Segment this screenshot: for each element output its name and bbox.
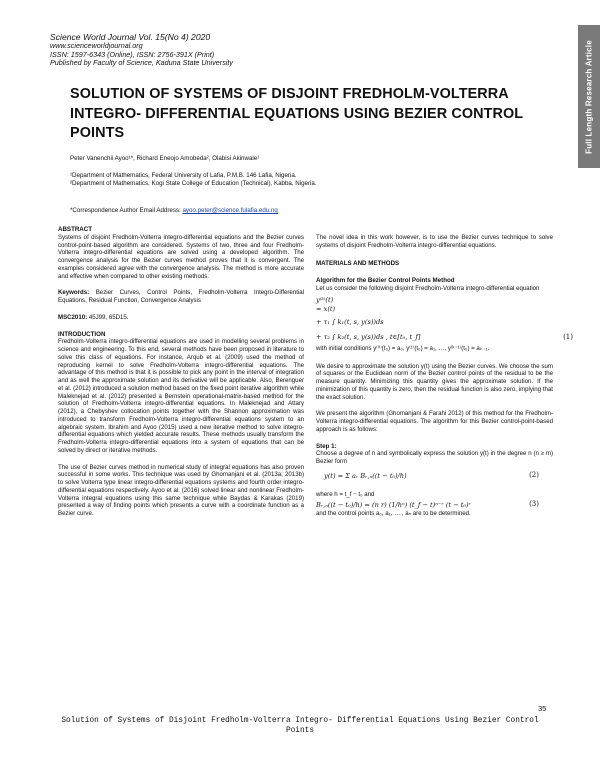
paper-title: SOLUTION OF SYSTEMS OF DISJOINT FREDHOLM-VOLTERRA INTEGRO- DIFFERENTIAL EQUATIONS USING BEZIER CONTROL POINTS bbox=[70, 86, 523, 141]
equation-1-line-1: y⁽ᵏ⁾(t) bbox=[316, 295, 334, 304]
left-column bbox=[58, 226, 304, 518]
step-1-text: Choose a degree of n and symbolically express the solution y(t) in the degree n (n ≥ m) Bezier form bbox=[316, 450, 553, 466]
journal-issn: ISSN: 1597-6343 (Online), ISSN: 2756-391X (Print) bbox=[50, 49, 215, 59]
equation-3 bbox=[316, 501, 553, 510]
running-footer: Solution of Systems of Disjoint Fredholm-Volterra Integro- Differential Equations Using Bezier Control Points bbox=[61, 717, 539, 735]
article-type-tab bbox=[578, 25, 600, 168]
introduction-heading: INTRODUCTION bbox=[58, 330, 106, 338]
equation-1-line-4: + τ₂ ∫ k₂(t, s, y(s))ds , t∈[t₀, t_f] bbox=[316, 332, 421, 341]
step-1-heading: Step 1: bbox=[316, 442, 337, 450]
correspondence-email-link[interactable]: ayoo.peter@science.fulafia.edu.ng bbox=[182, 207, 278, 214]
page-number: 35 bbox=[538, 704, 547, 713]
equation-1 bbox=[316, 295, 573, 342]
equation-1-number: (1) bbox=[563, 333, 573, 342]
keywords bbox=[58, 289, 304, 305]
methods-heading: MATERIALS AND METHODS bbox=[316, 259, 400, 267]
journal-website: www.scienceworldjournal.org bbox=[50, 41, 143, 50]
msc-text: 45J99, 65D15. bbox=[87, 313, 129, 321]
msc bbox=[58, 314, 304, 322]
affiliations bbox=[70, 172, 317, 188]
affiliation-2: ²Department of Mathematics, Kogi State College of Education (Technical), Kabba, Nigeria. bbox=[70, 179, 317, 187]
equation-3-body: Bᵣ,ₙ((t − t₀)/h) = (n r) (1/hⁿ) (t_f − t)ⁿ⁻ʳ (t − t₀)ʳ bbox=[316, 500, 471, 509]
introduction-paragraph-1: Fredholm-Volterra integro-differential equations are used in modelling several problems in science and engineering. To this end, several methods have been proposed in literature to solve this class of equations. For instance, Arqub et al. (2009) used the method of reproducing kernel to solve Fredholm-Volterra integro-differential equations. The advantage of this method is that it is possible to pick any point in the interval of integration and as well the approximate solution and its derivative will be applicable. Also, Berenguer et al. (2012) introduced a solution method based on the fixed point iterative algorithm while Maleknejad et al. (2012) presented a Bernstein operational-matrix-based method for the solution of Fredholm-Volterra integro-differential equations. In Maleknejad and Attary (2012), a Chebyshev collocation points together with the Shannon approximation was introduced to transform Fredholm-Volterra integro-differential equations system to an algebraic system. Ibrahim and Ayoo (2015) used a new iterative method to solve integro-differential equations which yielded accurate results. These methods usually transform the Fredholm-Volterra integro-differential equations into a system of equations that can be solved by direct or iterative methods. bbox=[58, 338, 304, 454]
correspondence-label: *Correspondence Author Email Address: bbox=[70, 207, 183, 214]
correspondence bbox=[70, 207, 278, 215]
equation-2-number: (2) bbox=[529, 470, 539, 479]
journal-title: Science World Journal Vol. 15(No 4) 2020 bbox=[50, 32, 211, 42]
keywords-label: Keywords: bbox=[58, 289, 90, 297]
article-type-label: Full Length Research Article bbox=[584, 39, 594, 154]
right-column bbox=[316, 234, 573, 517]
journal-header bbox=[50, 32, 470, 68]
where-text: where h = t_f − t₀ and bbox=[316, 490, 375, 498]
equation-2-body: y(t) = Σ aᵣ Bᵣ,ₙ((t − t₀)/h) bbox=[324, 471, 407, 480]
consider-paragraph: Let us consider the following disjoint Fredholm-Volterra integro-differential equation bbox=[316, 285, 540, 293]
abstract-text: Systems of disjoint Fredholm-Volterra integro-differential equations and the Bezier curves control-point-based algorithm are considered. Systems of two, three and four Fredholm-Volterra integro-differential equations are solved using a developed algorithm. The convergence analysis for the Bezier curves method proves that it is convergent. The examples considered agree with the convergence analysis. The method is more accurate and effective when compared to other existing methods. bbox=[58, 233, 304, 280]
msc-label: MSC2010: bbox=[58, 313, 88, 321]
equation-3-number: (3) bbox=[529, 499, 539, 508]
keywords-text: Bezier Curves, Control Points, Fredholm-Volterra Integro-Differential Equations, Residual Function, Convergence Analysis bbox=[58, 289, 304, 305]
introduction-paragraph-2: The use of Bezier curves method in numerical study of integral equations has also proven successful in some works. This technique was used by Ghomanjani et al. (2013a; 2013b) to solve Volterra type linear integro-differential equations systems and fourth order integro-differential equations respectively. Ayoo et al. (2016) solved linear and nonlinear Fredholm-Volterra integral equations using this same technique while Baydas & Karakas (2019) presented a way of finding points which presents a curve with a coordinate function as a Bezier curve. bbox=[58, 463, 304, 518]
authors: Peter Vanenchii Ayoo¹*, Richard Eneojo Amobeda², Olabisi Akinwale¹ bbox=[70, 155, 260, 162]
equation-2 bbox=[316, 472, 553, 481]
novel-idea-paragraph: The novel idea in this work however, is to use the Bezier curves technique to solve systems of disjoint Fredholm-Volterra integro-differential equations. bbox=[316, 234, 553, 249]
equation-1-line-3: + τ₁ ∫ k₁(t, s, y(s))ds bbox=[316, 317, 384, 326]
algorithm-heading: Algorithm for the Bezier Control Points Method bbox=[316, 277, 455, 285]
desire-paragraph: We desire to approximate the solution y(t) using the Bezier curves. We choose the sum of squares or the Euclidean norm of the Bezier control points of the residual to be the measure quantity. Minimizing this quantity gives the approximate solution. If the minimization of this quantity is zero, then the residual function is also zero, implying that the exact solution. bbox=[316, 362, 553, 401]
equation-1-line-2: = x(t) bbox=[316, 304, 336, 313]
algorithm-intro-paragraph: We present the algorithm (Ghomanjani & Farahi 2012) of this method for the Fredholm-Volterra integro-differential equations. The algorithm for this Bezier control-point-based approach is as follows: bbox=[316, 410, 553, 433]
control-points-text: and the control points a₀, a₁, … , aₙ are to be determined. bbox=[316, 509, 471, 517]
journal-publisher: Published by Faculty of Science, Kaduna State University bbox=[50, 58, 233, 68]
initial-conditions: with initial conditions y⁽⁰⁾(t₀) = a₀, y⁽¹⁾(t₀) = a₁, …, y⁽ᵏ⁻¹⁾(t₀) = aₖ₋₁. bbox=[316, 344, 490, 352]
abstract-heading: ABSTRACT bbox=[58, 226, 93, 233]
affiliation-1: ¹Department of Mathematics, Federal University of Lafia, P.M.B. 146 Lafia, Nigeria. bbox=[70, 172, 297, 179]
